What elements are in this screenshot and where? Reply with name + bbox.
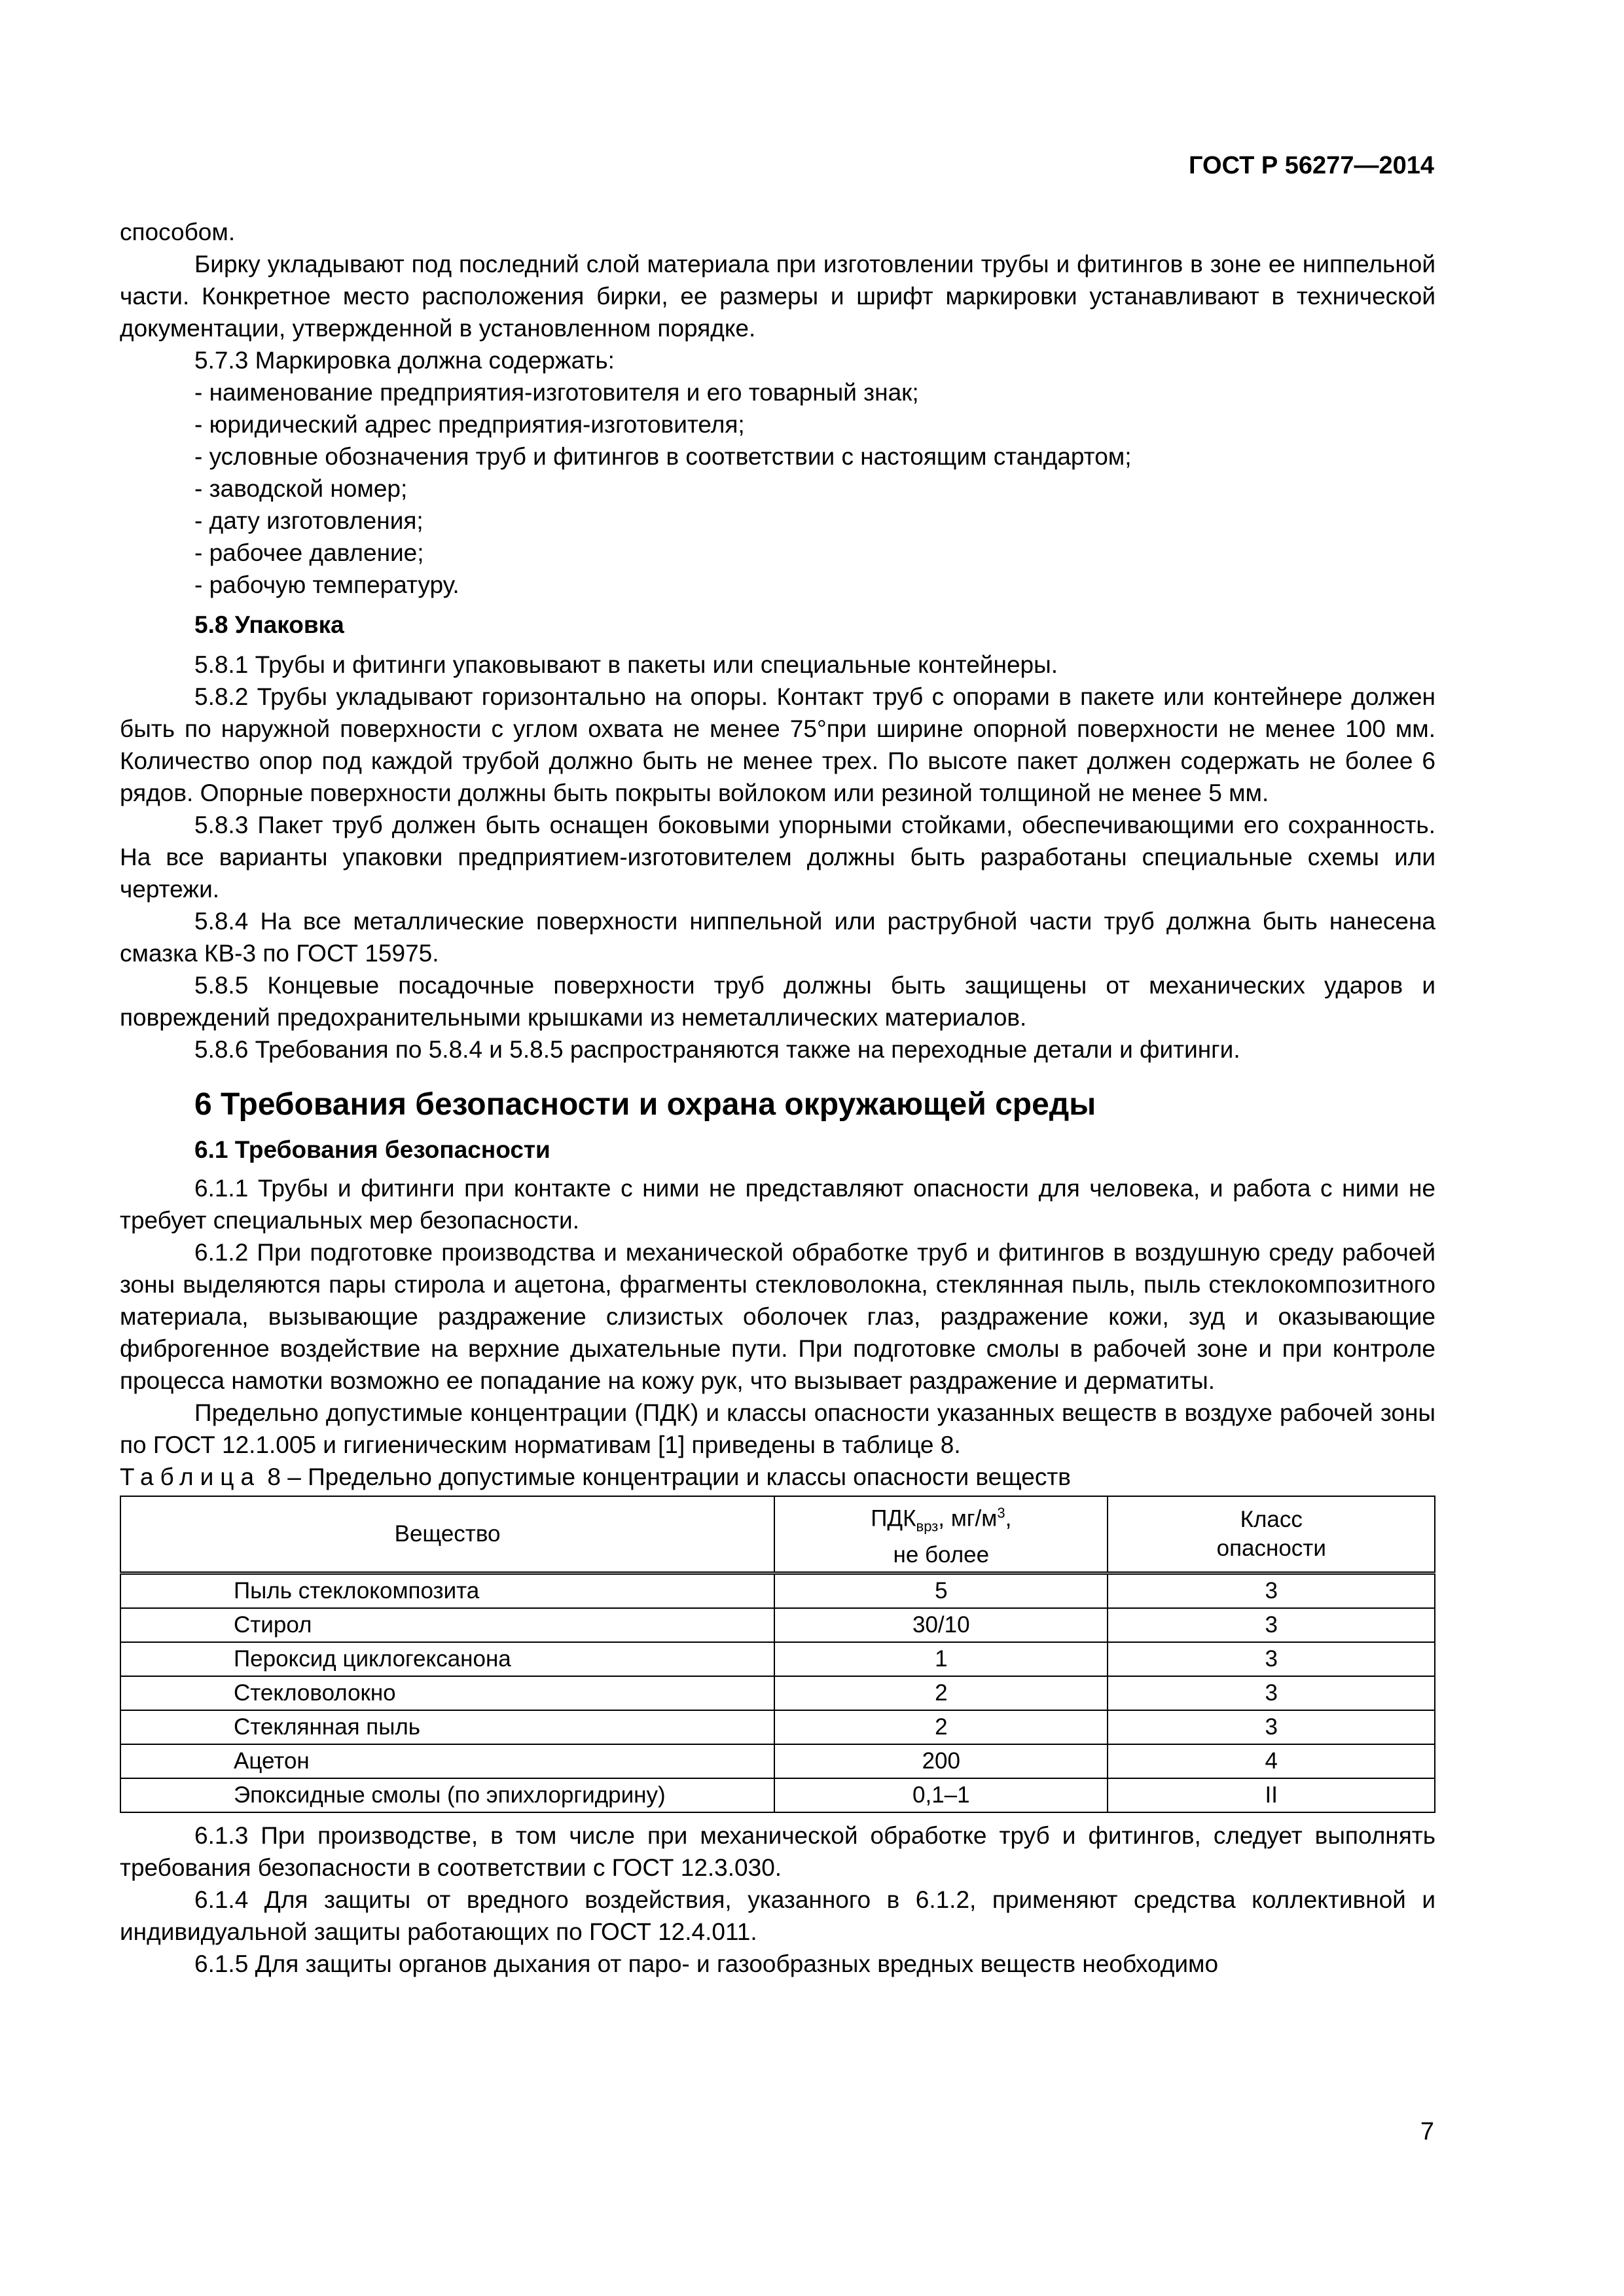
page-content [120,216,1435,1980]
column-header-class: Класс опасности [1108,1496,1435,1573]
cell-class: 3 [1108,1710,1435,1744]
paragraph: 5.8.4 На все металлические поверхности ниппельной или раструбной части труб должна быть нанесена смазка КВ-3 по ГОСТ 15975. [120,908,1435,967]
cell-pdk: 30/10 [774,1608,1108,1642]
paragraph: 5.8.1 Трубы и фитинги упаковывают в пакеты или специальные контейнеры. [194,651,1058,678]
list-item: - юридический адрес предприятия-изготовителя; [194,411,745,438]
table-row [120,1642,1435,1676]
section-heading: 6.1 Требования безопасности [194,1136,550,1163]
table-row [120,1608,1435,1642]
cell-pdk: 0,1–1 [774,1778,1108,1812]
paragraph: 6.1.5 Для защиты органов дыхания от паро- и газообразных вредных веществ необходимо [194,1950,1219,1977]
paragraph: 5.7.3 Маркировка должна содержать: [194,347,615,374]
cell-class: 4 [1108,1744,1435,1778]
cell-substance: Пыль стеклокомпозита [120,1573,774,1609]
cell-pdk: 2 [774,1676,1108,1710]
list-item: - заводской номер; [194,475,408,502]
hazard-table [120,1496,1435,1813]
chapter-heading: 6 Требования безопасности и охрана окружающей среды [194,1087,1096,1122]
cell-class: 3 [1108,1573,1435,1609]
table-caption [120,1461,1435,1493]
document-code: ГОСТ Р 56277—2014 [1189,152,1434,179]
cell-substance: Пероксид циклогексанона [120,1642,774,1676]
cell-pdk: 2 [774,1710,1108,1744]
cell-class: 3 [1108,1642,1435,1676]
paragraph: 6.1.3 При производстве, в том числе при механической обработке труб и фитингов, следует выполнять требования безопасности в соответствии с ГОСТ 12.3.030. [120,1822,1435,1881]
paragraph: 5.8.6 Требования по 5.8.4 и 5.8.5 распространяются также на переходные детали и фитинги. [194,1036,1240,1063]
page-number: 7 [1420,2118,1434,2145]
table-row [120,1676,1435,1710]
paragraph: способом. [120,219,236,245]
list-item: - дату изготовления; [194,507,424,534]
cell-class: 3 [1108,1608,1435,1642]
cell-substance: Эпоксидные смолы (по эпихлоргидрину) [120,1778,774,1812]
cell-substance: Стеклянная пыль [120,1710,774,1744]
cell-class: 3 [1108,1676,1435,1710]
cell-substance: Стекловолокно [120,1676,774,1710]
list-item: - рабочее давление; [194,539,424,566]
table-caption-text: 8 – Предельно допустимые концентрации и классы опасности веществ [267,1463,1071,1490]
table-header-row [120,1496,1435,1573]
table-caption-label: Таблица [120,1463,261,1490]
paragraph: Бирку укладывают под последний слой материала при изготовлении трубы и фитингов в зоне ее ниппельной части. Конкретное место расположения бирки, ее размеры и шрифт маркировки устанавливают в технической документации, утвержденной в установленном порядке. [120,251,1435,342]
column-header-substance: Вещество [120,1496,774,1573]
cell-substance: Стирол [120,1608,774,1642]
cell-class: II [1108,1778,1435,1812]
paragraph: 6.1.2 При подготовке производства и механической обработке труб и фитингов в воздушную среду рабочей зоны выделяются пары стирола и ацетона, фрагменты стекловолокна, стеклянная пыль, пыль стеклокомпозитного материала, вызывающие раздражение слизистых оболочек глаз, раздражение кожи, зуд и оказывающие фиброгенное воздействие на верхние дыхательные пути. При подготовке смолы в рабочей зоне и при контроле процесса намотки возможно ее попадание на кожу рук, что вызывает раздражение и дерматиты. [120,1239,1435,1394]
list-item: - рабочую температуру. [194,571,460,598]
cell-pdk: 5 [774,1573,1108,1609]
table-row [120,1744,1435,1778]
cell-substance: Ацетон [120,1744,774,1778]
paragraph: 6.1.4 Для защиты от вредного воздействия, указанного в 6.1.2, применяют средства коллективной и индивидуальной защиты работающих по ГОСТ 12.4.011. [120,1886,1435,1945]
paragraph: 5.8.3 Пакет труб должен быть оснащен боковыми упорными стойками, обеспечивающими его сохранность. На все варианты упаковки предприятием-изготовителем должны быть разработаны специальные схемы или чертежи. [120,812,1435,903]
cell-pdk: 1 [774,1642,1108,1676]
list-item: - условные обозначения труб и фитингов в соответствии с настоящим стандартом; [194,443,1132,470]
column-header-pdk: $ПДК_{врз}$, $мг/м^3$, не более [774,1496,1108,1573]
list-item: - наименование предприятия-изготовителя и его товарный знак; [194,379,919,406]
paragraph: 6.1.1 Трубы и фитинги при контакте с ними не представляют опасности для человека, и работа с ними не требует специальных мер безопасности. [120,1175,1435,1234]
table-row [120,1573,1435,1609]
cell-pdk: 200 [774,1744,1108,1778]
table-row [120,1710,1435,1744]
table-row [120,1778,1435,1812]
section-heading: 5.8 Упаковка [194,611,344,638]
paragraph: Предельно допустимые концентрации (ПДК) и классы опасности указанных веществ в воздухе рабочей зоны по ГОСТ 12.1.005 и гигиеническим нормативам [1] приведены в таблице 8. [120,1399,1435,1458]
paragraph: 5.8.2 Трубы укладывают горизонтально на опоры. Контакт труб с опорами в пакете или контейнере должен быть по наружной поверхности с углом охвата не менее 75°при ширине опорной поверхности не менее 100 мм. Количество опор под каждой трубой должно быть не менее трех. По высоте пакет должен содержать не более 6 рядов. Опорные поверхности должны быть покрыты войлоком или резиной толщиной не менее 5 мм. [120,683,1435,806]
paragraph: 5.8.5 Концевые посадочные поверхности труб должны быть защищены от механических ударов и повреждений предохранительными крышками из неметаллических материалов. [120,972,1435,1031]
